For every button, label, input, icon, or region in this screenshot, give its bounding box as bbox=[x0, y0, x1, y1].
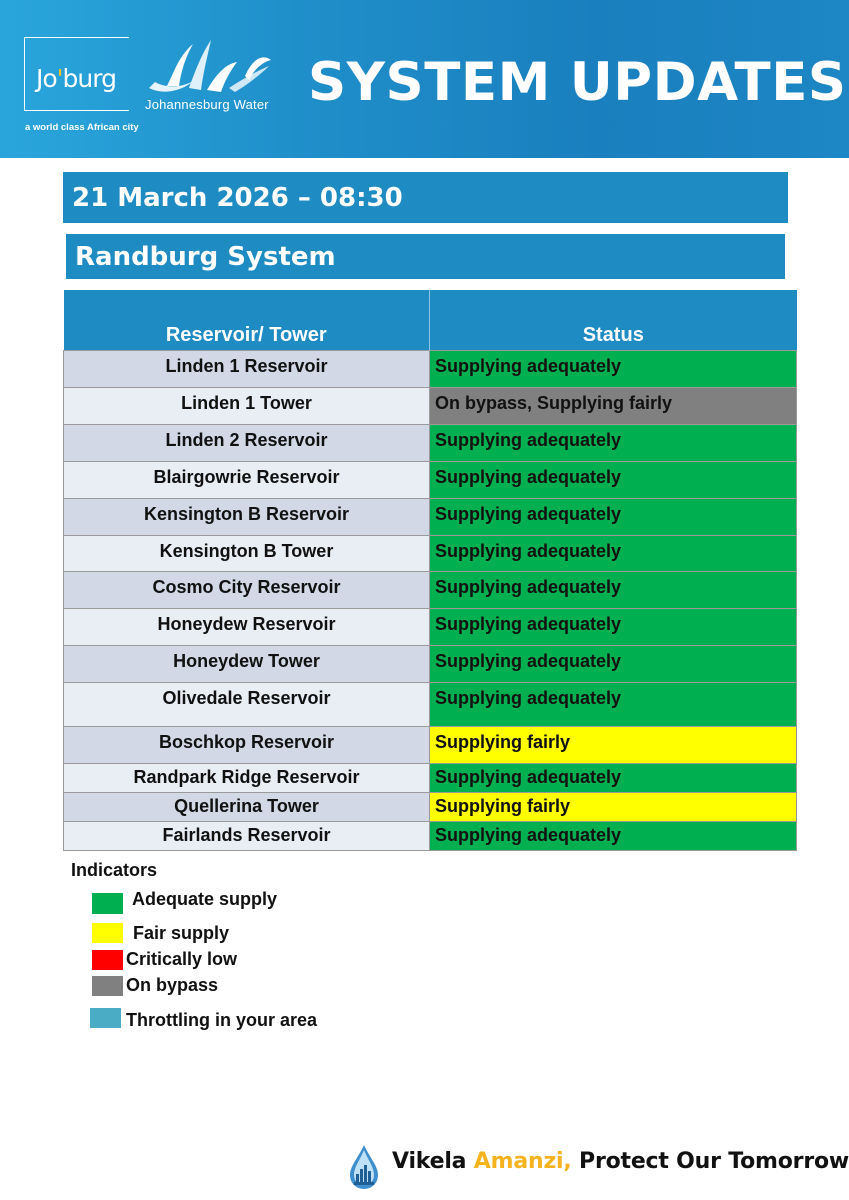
table-row bbox=[64, 645, 797, 682]
reservoir-name-cell: Kensington B Tower bbox=[64, 535, 430, 571]
table-row bbox=[64, 424, 797, 461]
status-cell: Supplying adequately bbox=[430, 763, 797, 792]
reservoir-name-cell: Blairgowrie Reservoir bbox=[64, 461, 430, 498]
system-name-bar: Randburg System bbox=[66, 234, 785, 279]
table-row bbox=[64, 608, 797, 645]
legend-swatch-adequate bbox=[92, 893, 123, 914]
table-row bbox=[64, 461, 797, 498]
reservoir-name-cell: Linden 1 Reservoir bbox=[64, 350, 430, 387]
reservoir-name-cell: Kensington B Reservoir bbox=[64, 498, 430, 535]
table-row bbox=[64, 792, 797, 821]
table-row bbox=[64, 821, 797, 850]
joburg-tagline: a world class African city bbox=[25, 122, 139, 133]
status-cell: Supplying adequately bbox=[430, 821, 797, 850]
date-time-bar: 21 March 2026 – 08:30 bbox=[63, 172, 788, 223]
legend-swatch-fair bbox=[92, 923, 123, 943]
column-header-status: Status bbox=[430, 290, 797, 350]
status-cell: Supplying fairly bbox=[430, 726, 797, 763]
status-cell: Supplying adequately bbox=[430, 535, 797, 571]
reservoir-name-cell: Honeydew Reservoir bbox=[64, 608, 430, 645]
johannesburg-water-logo-icon bbox=[145, 36, 275, 98]
status-cell: Supplying adequately bbox=[430, 682, 797, 726]
table-row bbox=[64, 535, 797, 571]
table-row bbox=[64, 726, 797, 763]
reservoir-name-cell: Linden 1 Tower bbox=[64, 387, 430, 424]
table-row bbox=[64, 763, 797, 792]
status-cell: Supplying fairly bbox=[430, 792, 797, 821]
table-row bbox=[64, 682, 797, 726]
status-cell: Supplying adequately bbox=[430, 424, 797, 461]
table-body bbox=[64, 350, 797, 850]
legend-label-critical: Critically low bbox=[126, 949, 238, 969]
reservoir-name-cell: Quellerina Tower bbox=[64, 792, 430, 821]
table-row bbox=[64, 387, 797, 424]
reservoir-name-cell: Fairlands Reservoir bbox=[64, 821, 430, 850]
legend-swatch-critical bbox=[92, 950, 123, 970]
reservoir-name-cell: Olivedale Reservoir bbox=[64, 682, 430, 726]
status-cell: On bypass, Supplying fairly bbox=[430, 387, 797, 424]
status-cell: Supplying adequately bbox=[430, 571, 797, 608]
water-drop-icon bbox=[348, 1144, 380, 1190]
legend-label-bypass: On bypass bbox=[126, 975, 219, 995]
reservoir-name-cell: Boschkop Reservoir bbox=[64, 726, 430, 763]
reservoir-name-cell: Cosmo City Reservoir bbox=[64, 571, 430, 608]
status-cell: Supplying adequately bbox=[430, 498, 797, 535]
status-cell: Supplying adequately bbox=[430, 350, 797, 387]
table-row bbox=[64, 350, 797, 387]
reservoir-status-table bbox=[63, 290, 797, 851]
joburg-logo: Jo'burg bbox=[36, 64, 116, 93]
page-title: SYSTEM UPDATES bbox=[308, 52, 847, 113]
reservoir-name-cell: Linden 2 Reservoir bbox=[64, 424, 430, 461]
footer-slogan: Vikela Amanzi, Protect Our Tomorrow bbox=[392, 1149, 849, 1174]
header-banner bbox=[0, 0, 849, 158]
reservoir-name-cell: Randpark Ridge Reservoir bbox=[64, 763, 430, 792]
status-cell: Supplying adequately bbox=[430, 461, 797, 498]
indicators-title: Indicators bbox=[71, 860, 158, 880]
legend-swatch-bypass bbox=[92, 976, 123, 996]
legend-label-throttling: Throttling in your area bbox=[126, 1010, 318, 1030]
johannesburg-water-name: Johannesburg Water bbox=[145, 97, 269, 112]
table-header-row bbox=[64, 290, 797, 350]
legend-label-fair: Fair supply bbox=[133, 923, 230, 943]
status-cell: Supplying adequately bbox=[430, 608, 797, 645]
status-cell: Supplying adequately bbox=[430, 645, 797, 682]
legend-label-adequate: Adequate supply bbox=[132, 889, 278, 909]
reservoir-name-cell: Honeydew Tower bbox=[64, 645, 430, 682]
column-header-reservoir: Reservoir/ Tower bbox=[64, 290, 430, 350]
table-row bbox=[64, 498, 797, 535]
table-row bbox=[64, 571, 797, 608]
legend-swatch-throttling bbox=[90, 1008, 121, 1028]
